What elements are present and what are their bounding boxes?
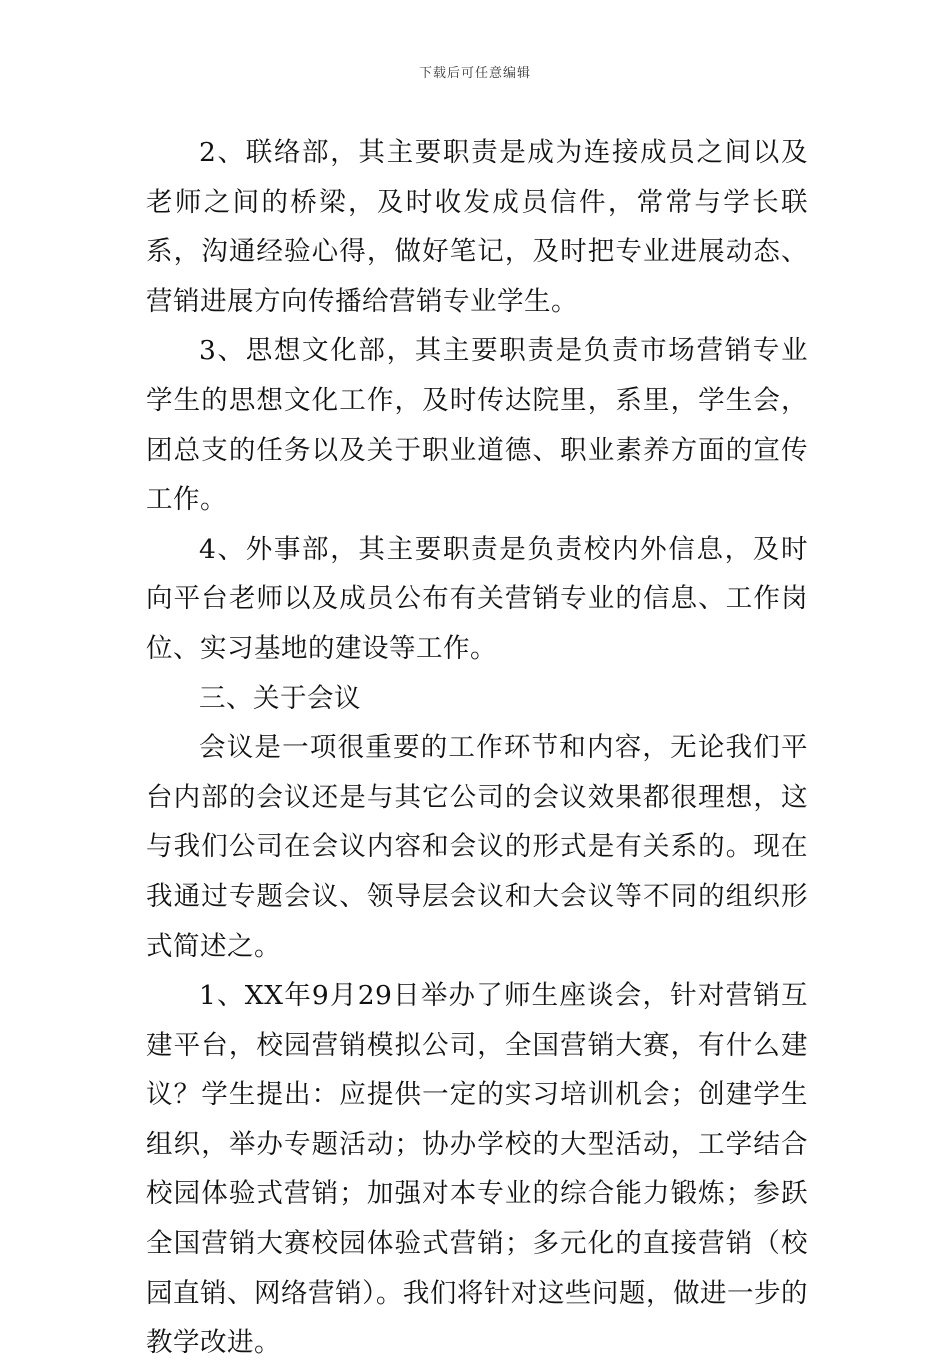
paragraph-external-dept: 4、外事部，其主要职责是负责校内外信息，及时向平台老师以及成员公布有关营销专业的信息、工作岗位、实习基地的建设等工作。 xyxy=(146,533,808,664)
section-heading-meetings: 三、关于会议 xyxy=(199,682,361,714)
paragraph-liaison-dept: 2、联络部，其主要职责是成为连接成员之间以及老师之间的桥梁，及时收发成员信件，常常与学长联系，沟通经验心得，做好笔记，及时把专业进展动态、营销进展方向传播给营销专业学生。 xyxy=(146,137,808,317)
paragraph-meetings-intro: 会议是一项很重要的工作环节和内容，无论我们平台内部的会议还是与其它公司的会议效果都很理想，这与我们公司在会议内容和会议的形式是有关系的。现在我通过专题会议、领导层会议和大会议等不同的组织形式简述之。 xyxy=(146,732,808,962)
paragraph-symposium: 1、XX年9月29日举办了师生座谈会，针对营销互建平台，校园营销模拟公司，全国营销大赛，有什么建议？学生提出：应提供一定的实习培训机会；创建学生组织，举办专题活动；协办学校的大型活动，工学结合校园体验式营销；加强对本专业的综合能力锻炼；参跃全国营销大赛校园体验式营销；多元化的直接营销（校园直销、网络营销）。我们将针对这些问题，做进一步的教学改进。 xyxy=(146,980,808,1359)
paragraph-culture-dept: 3、思想文化部，其主要职责是负责市场营销专业学生的思想文化工作，及时传达院里，系里，学生会，团总支的任务以及关于职业道德、职业素养方面的宣传工作。 xyxy=(146,335,808,516)
document-body xyxy=(146,128,808,1368)
page-header: 下载后可任意编辑 xyxy=(418,66,531,81)
